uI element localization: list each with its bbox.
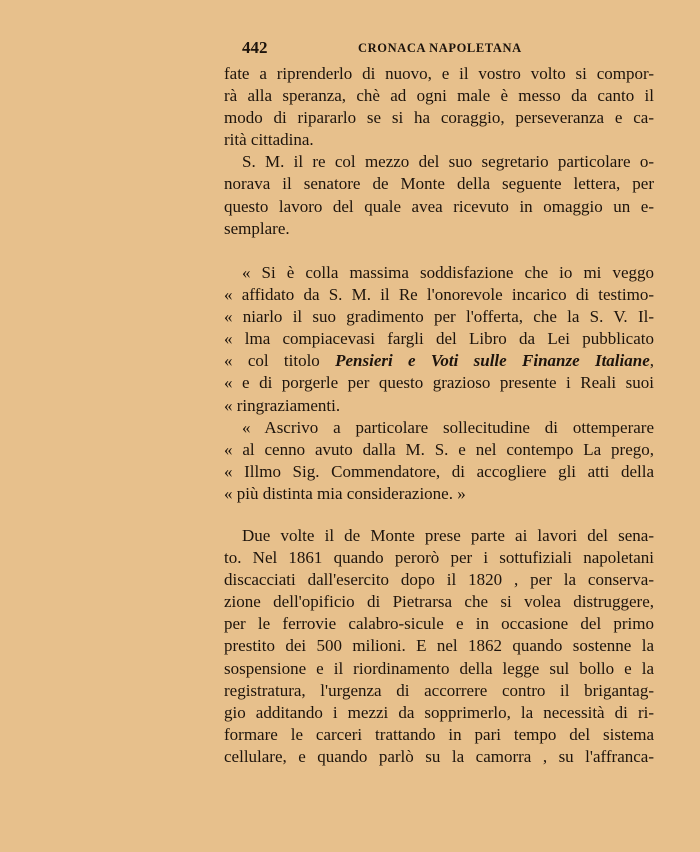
text-line: « affidato da S. M. il Re l'onorevole incarico di testimo- (224, 285, 654, 305)
text-line: discacciati dall'esercito dopo il 1820 , per la conserva- (224, 570, 654, 590)
text-line: S. M. il re col mezzo del suo segretario particolare o- (242, 152, 654, 172)
text-block-1 (224, 63, 654, 240)
text-block-3 (224, 525, 654, 768)
text-line: « al cenno avuto dalla M. S. e nel contempo La prego, (224, 439, 654, 459)
text-line: semplare. (224, 218, 290, 238)
quoted-letter (224, 262, 654, 505)
text-line: zione dell'opificio di Pietrarsa che si volea distruggere, (224, 592, 654, 612)
text-line: « Ascrivo a particolare sollecitudine di ottemperare (242, 417, 654, 437)
text-line: « Si è colla massima soddisfazione che io mi veggo (242, 263, 654, 282)
text-fragment: , (649, 351, 654, 371)
text-line: registratura, l'urgenza di accorrere contro il brigantag- (224, 680, 654, 700)
text-line: cellulare, e quando parlò su la camorra , su l'affranca- (224, 746, 654, 766)
page-number: 442 (242, 38, 268, 57)
text-line: modo di ripararlo se si ha coraggio, perseveranza e ca- (224, 108, 654, 128)
text-line: « Illmo Sig. Commendatore, di accogliere gli atti della (224, 461, 654, 481)
text-line: « e di porgerle per questo grazioso presente i Reali suoi (224, 373, 654, 393)
text-line: norava il senatore de Monte della seguente lettera, per (224, 174, 654, 194)
text-line: Due volte il de Monte prese parte ai lavori del sena- (242, 526, 654, 545)
text-fragment: « col titolo (224, 351, 336, 371)
text-line: prestito dei 500 milioni. E nel 1862 quando sostenne la (224, 636, 654, 656)
text-line: rà alla speranza, chè ad ogni male è messo da canto il (224, 86, 654, 106)
text-line: « lma compiacevasi fargli del Libro da Lei pubblicato (224, 329, 654, 349)
text-line: « più distinta mia considerazione. » (224, 483, 466, 503)
book-title: Pensieri e Voti sulle Finanze Italiane (335, 351, 650, 371)
text-line: « ringraziamenti. (224, 395, 341, 415)
text-line: sospensione e il riordinamento della legge sul bollo e la (224, 658, 654, 678)
text-line: formare le carceri trattando in pari tempo del sistema (224, 724, 654, 744)
text-line (224, 350, 654, 372)
text-line: rità cittadina. (224, 130, 314, 150)
running-title: CRONACA NAPOLETANA (358, 41, 522, 55)
text-line: per le ferrovie calabro-sicule e in occasione del primo (224, 614, 654, 634)
text-line: fate a riprenderlo di nuovo, e il vostro volto si compor- (224, 64, 654, 83)
text-line: to. Nel 1861 quando perorò per i sottufiziali napoletani (224, 548, 654, 568)
text-line: gio additando i mezzi da sopprimerlo, la necessità di ri- (224, 702, 654, 722)
text-line: questo lavoro del quale avea ricevuto in omaggio un e- (224, 196, 654, 216)
text-line: « niarlo il suo gradimento per l'offerta, che la S. V. Il- (224, 307, 654, 327)
